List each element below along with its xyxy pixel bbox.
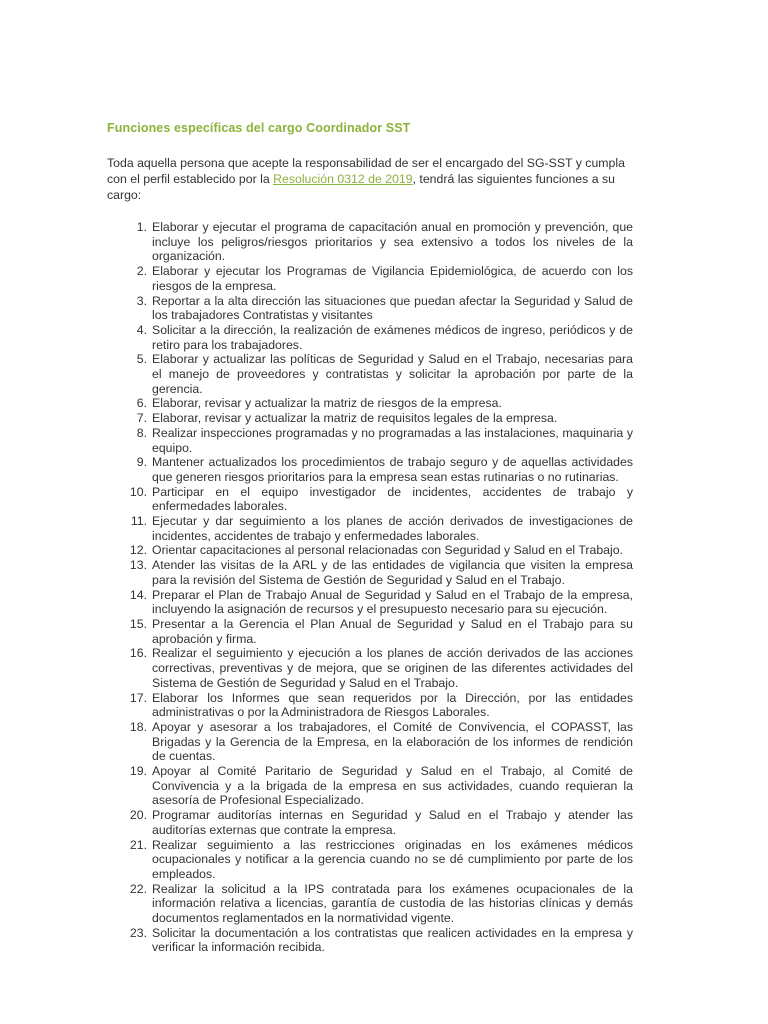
list-item (107, 220, 633, 264)
list-item-text: Elaborar y ejecutar los Programas de Vigilancia Epidemiológica, de acuerdo con los riesgos de la empresa. (152, 264, 633, 293)
list-item (107, 411, 633, 426)
intro-paragraph (107, 155, 633, 203)
list-item-number: 22. (129, 881, 147, 896)
list-item-number: 4. (136, 322, 147, 337)
list-item-text: Reportar a la alta dirección las situaciones que puedan afectar la Seguridad y Salud de los trabajadores Contratistas y visitantes (152, 293, 633, 323)
list-item-text: Participar en el equipo investigador de incidentes, accidentes de trabajo y enfermedades laborales. (152, 484, 633, 514)
list-item (107, 691, 633, 720)
list-item-number: 2. (136, 264, 147, 279)
list-item-number: 16. (129, 646, 147, 661)
list-item-number: 9. (136, 455, 147, 470)
list-item (107, 396, 633, 411)
list-item-text: Elaborar, revisar y actualizar la matriz de riesgos de la empresa. (152, 396, 502, 411)
list-item (107, 764, 633, 808)
list-item-text: Solicitar la documentación a los contratistas que realicen actividades en la empresa y verificar la información recibida. (152, 925, 633, 955)
list-item (107, 323, 633, 352)
list-item (107, 882, 633, 926)
list-item (107, 588, 633, 617)
list-item (107, 558, 633, 587)
list-item-text: Preparar el Plan de Trabajo Anual de Seguridad y Salud en el Trabajo de la empresa, incluyendo la asignación de recursos y el presupuesto necesario para su ejecución. (152, 587, 633, 617)
list-item-text: Elaborar, revisar y actualizar la matriz de requisitos legales de la empresa. (152, 411, 558, 426)
list-item (107, 294, 633, 323)
list-item-number: 14. (129, 587, 147, 602)
list-item (107, 543, 633, 558)
functions-list (107, 220, 633, 955)
list-item-number: 20. (129, 808, 147, 823)
list-item-number: 10. (129, 484, 147, 499)
list-item (107, 485, 633, 514)
resolucion-link[interactable]: Resolución 0312 de 2019 (273, 172, 413, 186)
list-item (107, 838, 633, 882)
document-heading: Funciones específicas del cargo Coordinador SST (107, 121, 411, 135)
list-item-number: 18. (129, 719, 147, 734)
document-page (107, 121, 633, 955)
list-item-number: 11. (130, 514, 147, 529)
list-item-number: 23. (129, 925, 147, 940)
list-item-text: Solicitar a la dirección, la realización de exámenes médicos de ingreso, periódicos y de retiro para los trabajadores. (152, 322, 633, 352)
list-item (107, 808, 633, 837)
list-item (107, 617, 633, 646)
list-item-number: 17. (129, 690, 147, 705)
list-item-text: Ejecutar y dar seguimiento a los planes de acción derivados de investigaciones de incidentes, accidentes de trabajo y enfermedades laborales. (152, 514, 633, 543)
list-item-text: Elaborar y actualizar las políticas de Seguridad y Salud en el Trabajo, necesarias para el manejo de proveedores y contratistas y solicitar la aprobación por parte de la gerencia. (152, 352, 633, 396)
list-item-text: Realizar la solicitud a la IPS contratada para los exámenes ocupacionales de la información relativa a licencias, garantía de custodia de las historias clínicas y demás documentos reglamentados en la normatividad vigente. (152, 881, 633, 926)
list-item-text: Orientar capacitaciones al personal relacionadas con Seguridad y Salud en el Trabajo. (152, 543, 623, 558)
list-item-number: 6. (136, 396, 147, 411)
list-item-number: 3. (136, 293, 147, 308)
list-item-text: Elaborar los Informes que sean requeridos por la Dirección, por las entidades administrativas o por la Administradora de Riesgos Laborales. (152, 690, 633, 720)
list-item-text: Presentar a la Gerencia el Plan Anual de Seguridad y Salud en el Trabajo para su aprobación y firma. (152, 616, 633, 646)
list-item-text: Mantener actualizados los procedimientos de trabajo seguro y de aquellas actividades que generen riesgos prioritarios para la empresa sean estas rutinarias o no rutinarias. (152, 455, 633, 484)
list-item-number: 8. (136, 425, 147, 440)
list-item (107, 455, 633, 484)
list-item-number: 13. (129, 558, 147, 573)
list-item-number: 21. (129, 837, 147, 852)
list-item-number: 19. (129, 764, 147, 779)
list-item-text: Elaborar y ejecutar el programa de capacitación anual en promoción y prevención, que incluye los peligros/riesgos prioritarios y sea extensivo a todos los niveles de la organización. (152, 220, 633, 264)
list-item-number: 15. (129, 616, 147, 631)
list-item-text: Realizar inspecciones programadas y no programadas a las instalaciones, maquinaria y equipo. (152, 425, 633, 455)
list-item-text: Apoyar y asesorar a los trabajadores, el Comité de Convivencia, el COPASST, las Brigadas y la Gerencia de la Empresa, en la elaboración de los informes de rendición de cuentas. (152, 719, 633, 764)
list-item-text: Apoyar al Comité Paritario de Seguridad y Salud en el Trabajo, al Comité de Convivencia y a la brigada de la empresa en sus actividades, cuando requieran la asesoría de Profesional Especializado. (152, 764, 633, 808)
list-item-text: Atender las visitas de la ARL y de las entidades de vigilancia que visiten la empresa para la revisión del Sistema de Gestión de Seguridad y Salud en el Trabajo. (152, 558, 633, 587)
list-item (107, 646, 633, 690)
list-item-text: Programar auditorías internas en Seguridad y Salud en el Trabajo y atender las auditorías externas que contrate la empresa. (152, 808, 633, 837)
list-item (107, 352, 633, 396)
intro-text-end: , tendrá las siguientes funciones a su cargo: (107, 172, 615, 202)
list-item-number: 1. (136, 220, 147, 234)
intro-text-start: Toda aquella persona que acepte la responsabilidad de ser el encargado del SG-SST y cumpla con el perfil establecido por la (107, 156, 625, 186)
list-item (107, 514, 633, 543)
list-item-number: 12. (129, 543, 147, 558)
list-item (107, 720, 633, 764)
list-item-number: 5. (136, 352, 147, 367)
list-item-number: 7. (136, 411, 147, 426)
list-item (107, 426, 633, 455)
list-item (107, 926, 633, 955)
list-item-text: Realizar el seguimiento y ejecución a los planes de acción derivados de las acciones correctivas, preventivas y de mejora, que se originen de las diferentes actividades del Sistema de Gestión de Seguridad y Salud en el Trabajo. (152, 646, 633, 690)
list-item (107, 264, 633, 293)
list-item-text: Realizar seguimiento a las restricciones originadas en los exámenes médicos ocupacionales y notificar a la gerencia cuando no se dé cumplimiento por parte de los empleados. (152, 837, 633, 881)
